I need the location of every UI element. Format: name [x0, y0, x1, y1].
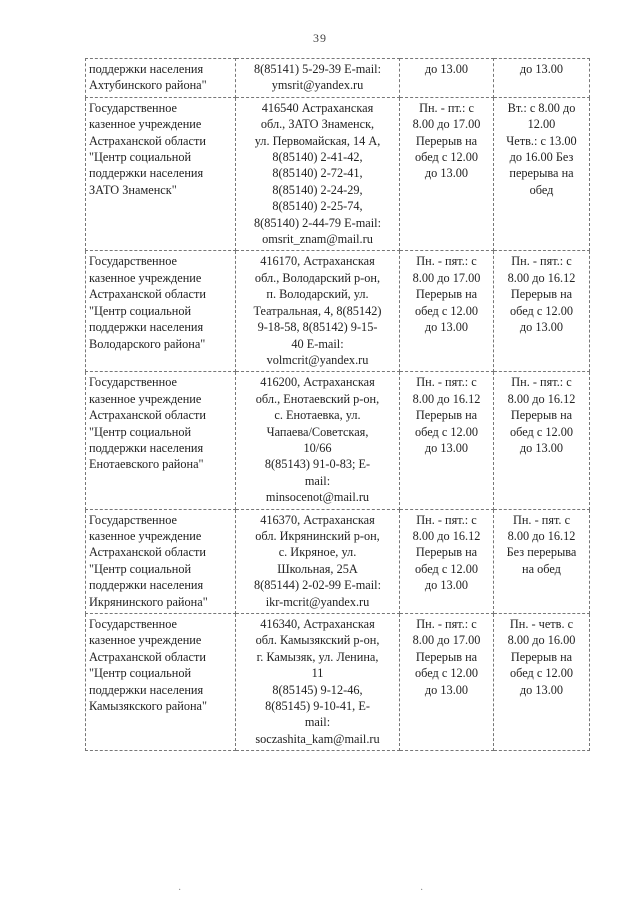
- text-line: до 13.00: [424, 578, 469, 593]
- text-line: Государственное: [89, 512, 177, 527]
- text-line: поддержки населения: [89, 320, 204, 335]
- text-line: обед с 12.00: [414, 150, 479, 165]
- text-line: 416170, Астраханская: [260, 254, 375, 269]
- text-line: г. Камызяк, ул. Ленина,: [256, 649, 379, 664]
- text-line: до 13.00: [424, 166, 469, 181]
- text-line: mail:: [304, 473, 331, 488]
- text-line: Школьная, 25А: [277, 561, 358, 576]
- text-line: Пн. - пят. с: [512, 512, 571, 527]
- text-line: "Центр социальной: [89, 303, 192, 318]
- text-line: Икрянинского района": [89, 594, 208, 609]
- institution-name-cell: [86, 509, 236, 613]
- text-line: 416340, Астраханская: [260, 617, 375, 631]
- text-line: поддержки населения: [89, 578, 204, 593]
- text-line: 8.00 до 16.12: [507, 528, 576, 543]
- work-schedule-cell: [400, 509, 494, 613]
- text-line: Пн. - четв. с: [509, 617, 574, 631]
- text-line: п. Володарский, ул.: [266, 287, 369, 302]
- text-line: казенное учреждение: [89, 528, 202, 543]
- address-contacts-cell: [236, 614, 400, 751]
- text-line: Перерыв на: [415, 287, 478, 302]
- text-line: 8(85145) 9-12-46,: [272, 682, 363, 697]
- text-line: soczashita_kam@mail.ru: [255, 731, 380, 746]
- text-line: до 13.00: [519, 682, 564, 697]
- text-line: Пн. - пят.: с: [511, 254, 572, 269]
- scan-dot: ·: [178, 885, 182, 896]
- reception-hours-cell: [494, 372, 590, 509]
- reception-hours-cell: [494, 59, 590, 98]
- text-line: Перерыв на: [415, 408, 478, 423]
- scan-dot: ·: [420, 885, 424, 896]
- text-line: казенное учреждение: [89, 391, 202, 406]
- text-line: на обед: [522, 561, 561, 576]
- text-line: Чапаева/Советская,: [266, 424, 369, 439]
- text-line: Государственное: [89, 375, 177, 390]
- work-schedule-cell: [400, 97, 494, 251]
- text-line: Пн. - пят.: с: [416, 617, 477, 631]
- text-line: "Центр социальной: [89, 150, 192, 165]
- text-line: 40 E-mail:: [291, 336, 344, 351]
- table-row: [86, 251, 590, 372]
- work-schedule-cell: [400, 614, 494, 751]
- address-contacts-cell: [236, 509, 400, 613]
- address-contacts-cell: [236, 97, 400, 251]
- text-line: Перерыв на: [510, 649, 573, 664]
- text-line: 8.00 до 16.12: [412, 528, 481, 543]
- text-line: до 16.00 Без: [509, 150, 574, 165]
- text-line: поддержки населения: [89, 440, 204, 455]
- table-row: [86, 614, 590, 751]
- text-line: обл., ЗАТО Знаменск,: [260, 117, 375, 132]
- text-line: Государственное: [89, 100, 177, 115]
- text-line: Вт.: с 8.00 до: [507, 100, 576, 115]
- institution-name-cell: [86, 372, 236, 509]
- text-line: до 13.00: [424, 440, 469, 455]
- text-line: казенное учреждение: [89, 270, 202, 285]
- text-line: Камызякского района": [89, 699, 208, 714]
- work-schedule-cell: [400, 372, 494, 509]
- table-row: [86, 372, 590, 509]
- text-line: обл. Камызякский р-он,: [255, 633, 380, 648]
- text-line: Государственное: [89, 254, 177, 269]
- text-line: "Центр социальной: [89, 561, 192, 576]
- address-contacts-cell: [236, 251, 400, 372]
- text-line: 416540 Астраханская: [261, 100, 374, 115]
- text-line: Пн. - пят.: с: [416, 512, 477, 527]
- text-line: обл., Енотаевский р-он,: [255, 391, 380, 406]
- text-line: Пн. - пят.: с: [511, 375, 572, 390]
- text-line: volmcrit@yandex.ru: [266, 352, 369, 367]
- text-line: ул. Первомайская, 14 А,: [254, 133, 381, 148]
- text-line: обед с 12.00: [414, 666, 479, 681]
- text-line: 8(85145) 9-10-41, E-: [265, 699, 370, 714]
- text-line: "Центр социальной: [89, 424, 192, 439]
- text-line: 8(85140) 2-44-79 E-mail:: [253, 215, 382, 230]
- text-line: казенное учреждение: [89, 633, 202, 648]
- institution-name-cell: [86, 614, 236, 751]
- text-line: до 13.00: [519, 440, 564, 455]
- text-line: обед: [529, 182, 554, 197]
- text-line: 11: [311, 666, 324, 681]
- institution-name-cell: [86, 251, 236, 372]
- text-line: 8(85140) 2-24-29,: [272, 182, 363, 197]
- text-line: Перерыв на: [510, 287, 573, 302]
- text-line: 8.00 до 16.00: [507, 633, 576, 648]
- text-line: до 13.00: [424, 682, 469, 697]
- text-line: Перерыв на: [415, 133, 478, 148]
- address-contacts-cell: [236, 59, 400, 98]
- text-line: Театральная, 4, 8(85142): [253, 303, 382, 318]
- text-line: обед с 12.00: [509, 424, 574, 439]
- table-row: [86, 509, 590, 613]
- reception-hours-cell: [494, 614, 590, 751]
- text-line: поддержки населения: [89, 166, 204, 181]
- text-line: Перерыв на: [415, 545, 478, 560]
- text-line: Государственное: [89, 617, 177, 631]
- text-line: 8(85141) 5-29-39 E-mail:: [253, 62, 382, 76]
- work-schedule-cell: [400, 251, 494, 372]
- text-line: перерыва на: [509, 166, 574, 181]
- text-line: "Центр социальной: [89, 666, 192, 681]
- text-line: ymsrit@yandex.ru: [271, 78, 364, 93]
- text-line: обл., Володарский р-он,: [254, 270, 381, 285]
- text-line: mail:: [304, 715, 331, 730]
- address-contacts-cell: [236, 372, 400, 509]
- institutions-table: [85, 58, 590, 751]
- text-line: Перерыв на: [510, 408, 573, 423]
- text-line: обед с 12.00: [414, 303, 479, 318]
- text-line: 8(85140) 2-72-41,: [272, 166, 363, 181]
- institution-name-cell: [86, 97, 236, 251]
- institution-name-cell: [86, 59, 236, 98]
- reception-hours-cell: [494, 509, 590, 613]
- text-line: 8.00 до 16.12: [412, 391, 481, 406]
- text-line: 8.00 до 16.12: [507, 391, 576, 406]
- text-line: 8.00 до 17.00: [412, 270, 481, 285]
- work-schedule-cell: [400, 59, 494, 98]
- text-line: omsrit_znam@mail.ru: [262, 232, 373, 247]
- text-line: 8(85140) 2-25-74,: [272, 199, 363, 214]
- text-line: обед с 12.00: [509, 666, 574, 681]
- table-body: [86, 59, 590, 751]
- text-line: Перерыв на: [415, 649, 478, 664]
- text-line: Пн. - пт.: с: [419, 100, 474, 115]
- text-line: Астраханской области: [89, 287, 206, 302]
- text-line: Ахтубинского района": [89, 78, 207, 93]
- text-line: Пн. - пят.: с: [416, 254, 477, 269]
- text-line: 8(85144) 2-02-99 E-mail:: [253, 578, 382, 593]
- text-line: minsocenot@mail.ru: [265, 490, 370, 505]
- text-line: 416370, Астраханская: [260, 512, 375, 527]
- text-line: поддержки населения: [89, 682, 204, 697]
- text-line: 8(85143) 91-0-83; E-: [264, 457, 371, 472]
- text-line: 9-18-58, 8(85142) 9-15-: [257, 320, 378, 335]
- text-line: 8.00 до 17.00: [412, 633, 481, 648]
- text-line: поддержки населения: [89, 62, 204, 76]
- text-line: Енотаевского района": [89, 457, 204, 472]
- text-line: Володарского района": [89, 336, 206, 351]
- text-line: Астраханской области: [89, 133, 206, 148]
- text-line: 12.00: [527, 117, 556, 132]
- text-line: до 13.00: [519, 320, 564, 335]
- table-row: [86, 59, 590, 98]
- text-line: Астраханской области: [89, 408, 206, 423]
- text-line: Четв.: с 13.00: [506, 133, 577, 148]
- text-line: Астраханской области: [89, 649, 206, 664]
- text-line: ikr-mcrit@yandex.ru: [265, 594, 370, 609]
- text-line: Пн. - пят.: с: [416, 375, 477, 390]
- text-line: Без перерыва: [506, 545, 577, 560]
- table-row: [86, 97, 590, 251]
- text-line: казенное учреждение: [89, 117, 202, 132]
- text-line: до 13.00: [519, 62, 564, 76]
- text-line: Астраханской области: [89, 545, 206, 560]
- text-line: обл. Икрянинский р-он,: [255, 528, 380, 543]
- text-line: 416200, Астраханская: [260, 375, 375, 390]
- text-line: до 13.00: [424, 320, 469, 335]
- text-line: с. Енотаевка, ул.: [274, 408, 361, 423]
- text-line: 8.00 до 17.00: [412, 117, 481, 132]
- reception-hours-cell: [494, 251, 590, 372]
- text-line: обед с 12.00: [414, 561, 479, 576]
- text-line: 8(85140) 2-41-42,: [272, 150, 363, 165]
- page-number: 39: [313, 31, 327, 45]
- text-line: до 13.00: [424, 62, 469, 76]
- text-line: 8.00 до 16.12: [507, 270, 576, 285]
- text-line: с. Икряное, ул.: [278, 545, 357, 560]
- reception-hours-cell: [494, 97, 590, 251]
- text-line: ЗАТО Знаменск": [89, 182, 177, 197]
- text-line: 10/66: [303, 440, 332, 455]
- text-line: обед с 12.00: [509, 303, 574, 318]
- text-line: обед с 12.00: [414, 424, 479, 439]
